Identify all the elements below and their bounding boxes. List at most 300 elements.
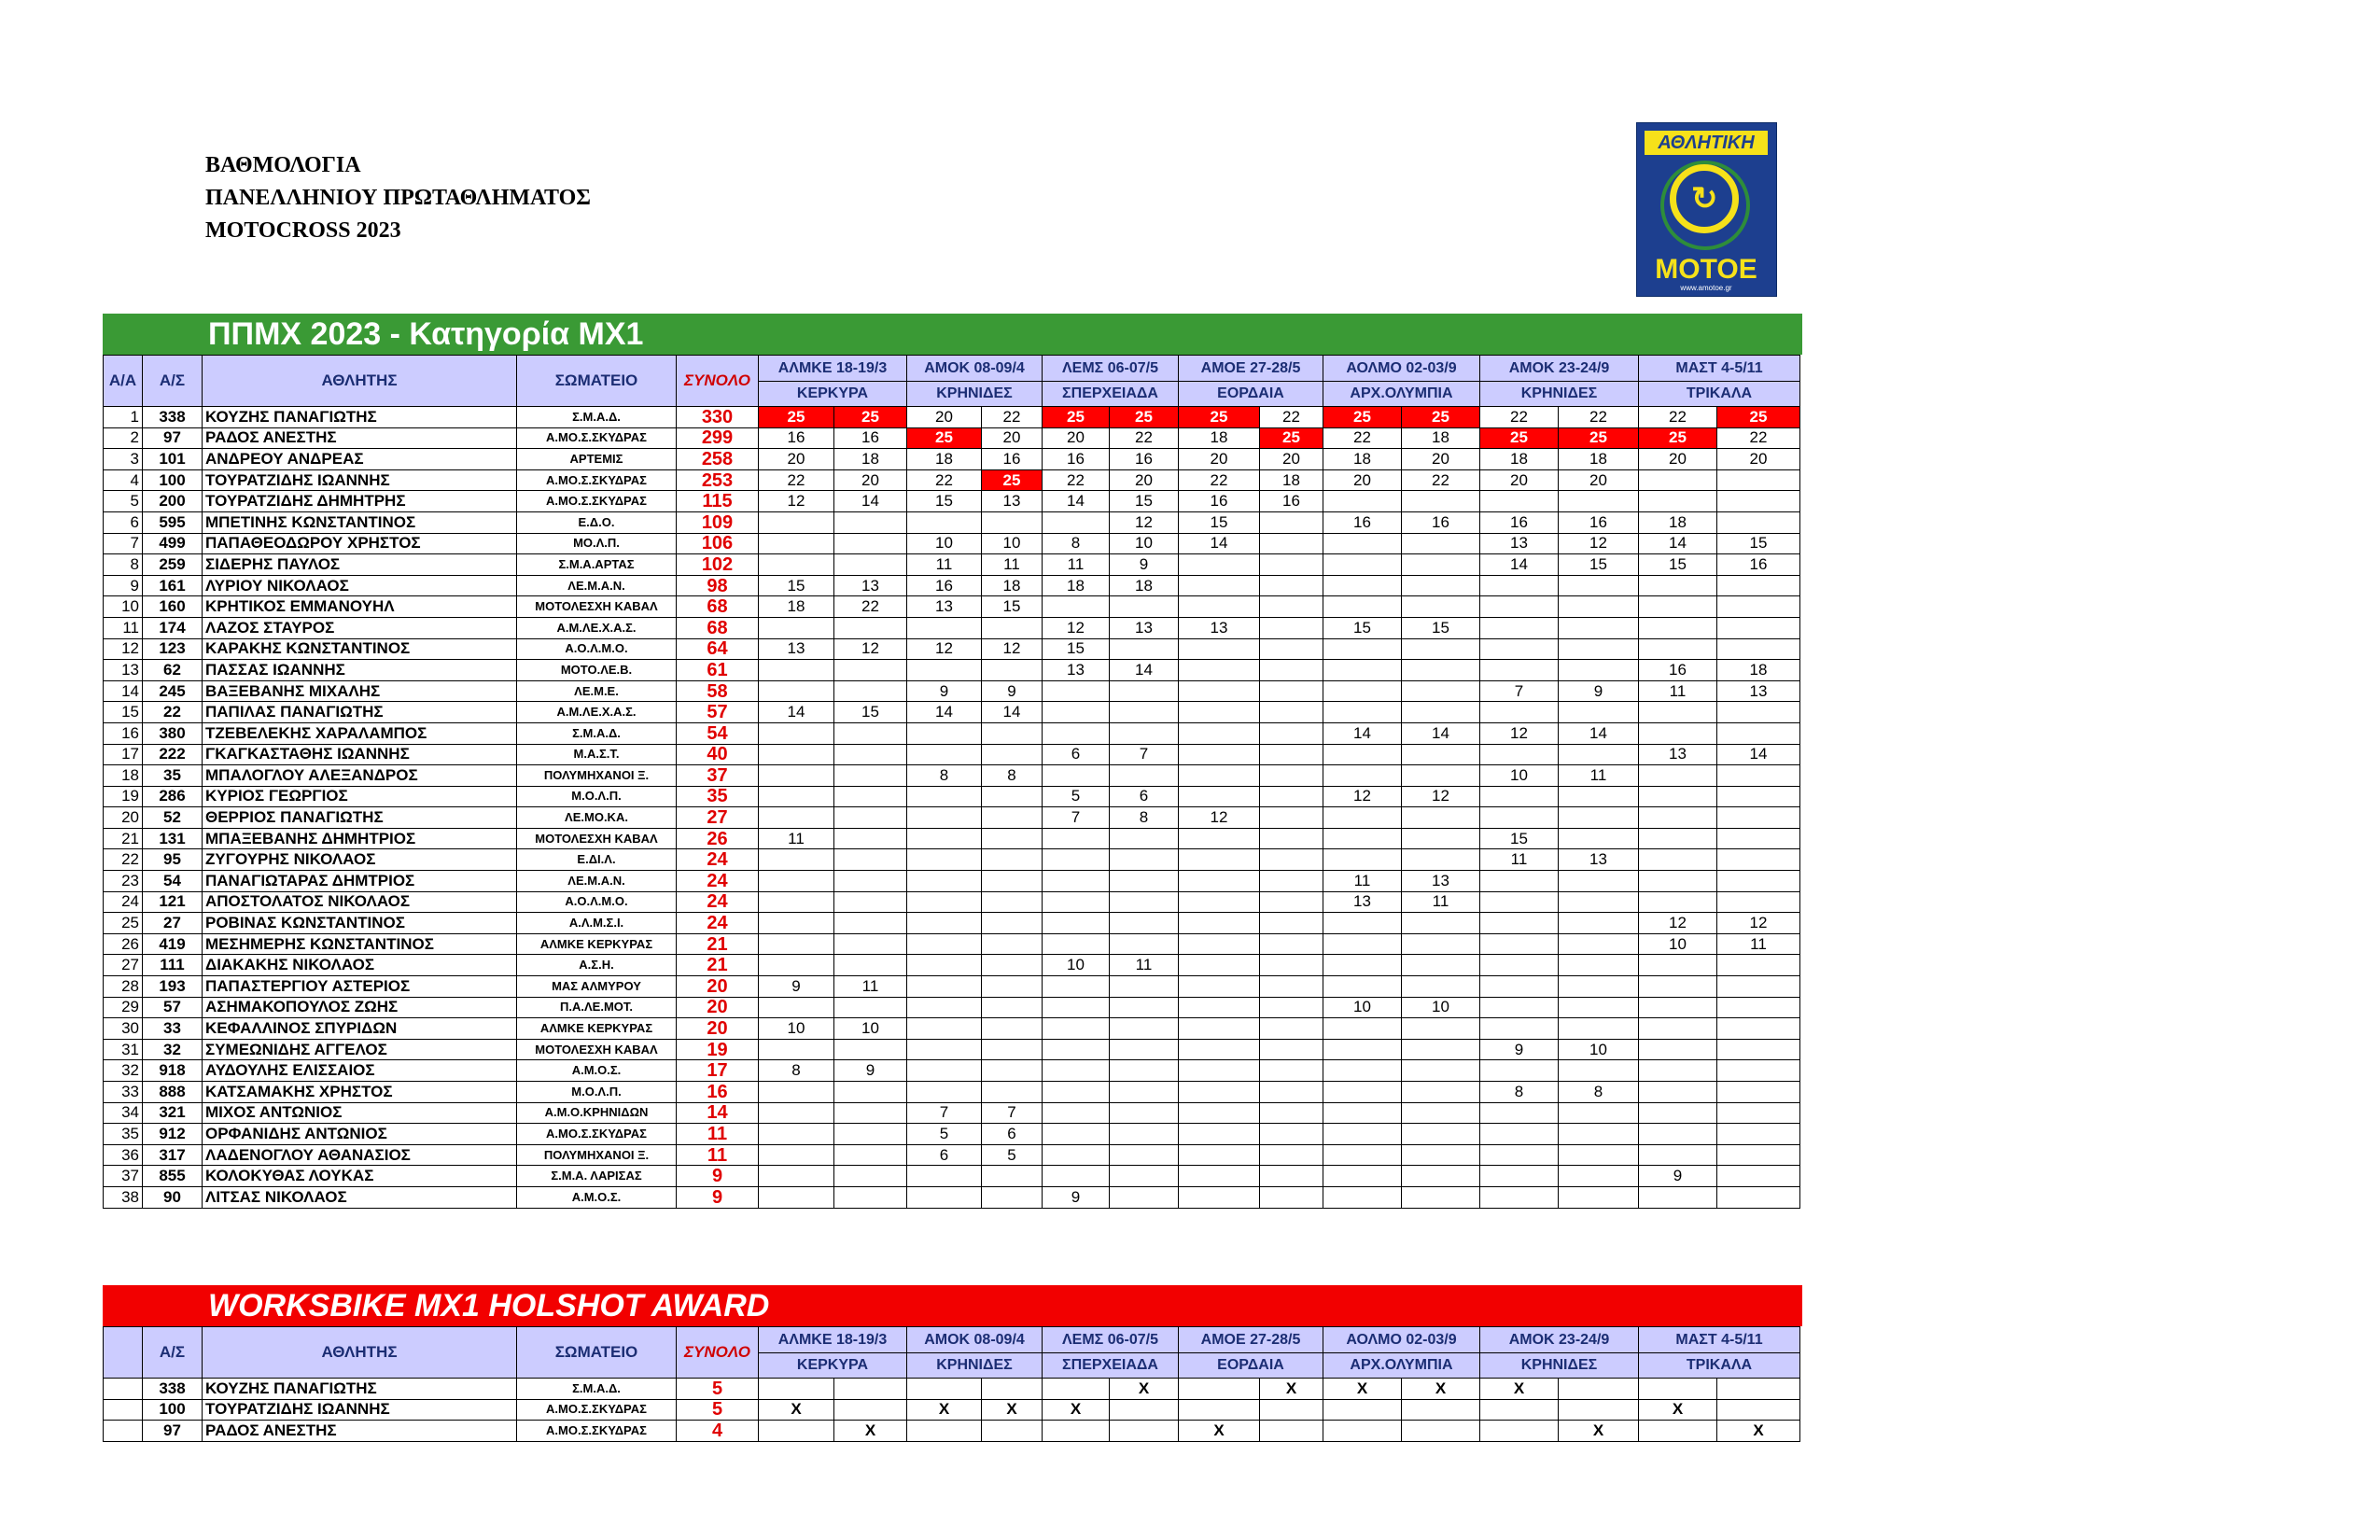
race-points-cell [1323,828,1402,849]
total-points-cell: 24 [677,871,759,892]
race-points-cell: 14 [1110,660,1179,681]
table-row [104,722,1800,744]
race-points-cell: 9 [759,976,834,998]
race-points-cell [1260,765,1323,787]
race-points-cell: 15 [1402,617,1480,638]
race-number-cell: 200 [143,491,203,512]
event-location: ΚΕΡΚΥΡΑ [759,1353,907,1379]
rank-cell: 30 [104,1018,143,1040]
race-points-cell: 16 [982,449,1043,470]
rank-cell: 23 [104,871,143,892]
race-points-cell [1402,828,1480,849]
rank-cell: 31 [104,1039,143,1060]
race-points-cell [1717,638,1800,660]
total-points-cell: 27 [677,807,759,829]
race-points-cell: 22 [759,469,834,491]
race-points-cell [1179,913,1260,934]
race-points-cell [1110,722,1179,744]
race-points-cell: 10 [1559,1039,1639,1060]
rank-cell: 11 [104,617,143,638]
race-points-cell: 11 [907,554,982,576]
rank-cell: 3 [104,449,143,470]
race-points-cell [1402,554,1480,576]
athlete-name-cell: ΚΡΗΤΙΚΟΣ ΕΜΜΑΝΟΥΗΛ [203,596,517,618]
race-number-cell: 100 [143,1399,203,1421]
race-points-cell [1179,575,1260,596]
holeshot-mark-cell [1559,1399,1639,1421]
event-name: ΑΜΟΕ 27-28/5 [1179,1327,1323,1353]
table-row [104,933,1800,955]
rank-cell: 15 [104,702,143,723]
race-points-cell [1260,1039,1323,1060]
total-points-cell: 68 [677,617,759,638]
total-points-cell: 37 [677,765,759,787]
race-points-cell [1717,828,1800,849]
race-points-cell [1179,976,1260,998]
race-points-cell: 13 [1179,617,1260,638]
race-points-cell [1402,533,1480,554]
total-points-cell: 258 [677,449,759,470]
club-cell: ΛΕ.ΜΟ.ΚΑ. [517,807,677,829]
race-points-cell [834,913,907,934]
event-location: ΕΟΡΔΑΙΑ [1179,1353,1323,1379]
table-row [104,1399,1800,1421]
race-points-cell [1559,1018,1639,1040]
race-number-cell: 286 [143,786,203,807]
race-points-cell [1717,1082,1800,1103]
total-points-cell: 64 [677,638,759,660]
race-number-cell: 54 [143,871,203,892]
race-points-cell: 10 [907,533,982,554]
race-points-cell [759,617,834,638]
race-points-cell [759,511,834,533]
blank-cell [104,1379,143,1400]
race-points-cell: 6 [1110,786,1179,807]
race-points-cell: 15 [907,491,982,512]
race-points-cell: 9 [1110,554,1179,576]
race-points-cell [1043,1102,1110,1124]
athlete-name-cell: ΑΥΔΟΥΛΗΣ ΕΛΙΣΣΑΙΟΣ [203,1060,517,1082]
race-points-cell: 25 [1639,427,1717,449]
total-points-cell: 20 [677,1018,759,1040]
rank-cell: 14 [104,680,143,702]
race-number-cell: 90 [143,1186,203,1208]
race-points-cell: 22 [834,596,907,618]
holeshot-mark-cell [1323,1399,1402,1421]
race-points-cell: 11 [1559,765,1639,787]
club-cell: ΑΛΜΚΕ ΚΕΡΚΥΡΑΣ [517,1018,677,1040]
race-points-cell [1110,638,1179,660]
race-points-cell: 20 [1559,469,1639,491]
rank-cell: 37 [104,1166,143,1187]
race-points-cell [1323,807,1402,829]
race-points-cell [1179,997,1260,1018]
holeshot-mark-cell: X [1639,1399,1717,1421]
race-points-cell: 8 [907,765,982,787]
race-points-cell [1480,1060,1559,1082]
holeshot-mark-cell [1639,1421,1717,1442]
race-number-cell: 123 [143,638,203,660]
heading-line-2: ΠΑΝΕΛΛΗΝΙΟΥ ΠΡΩΤΑΘΛΗΜΑΤΟΣ [205,186,591,210]
race-points-cell [834,511,907,533]
race-points-cell [1717,997,1800,1018]
race-points-cell [1717,955,1800,976]
club-cell: Α.Λ.Μ.Σ.Ι. [517,913,677,934]
race-points-cell [1260,1186,1323,1208]
race-points-cell: 8 [982,765,1043,787]
header-aa: Α/Α [104,356,143,407]
race-points-cell [1260,680,1323,702]
race-points-cell [1260,997,1323,1018]
standings-table [103,355,1800,1209]
race-points-cell [982,660,1043,681]
race-points-cell [982,1060,1043,1082]
race-points-cell: 12 [1639,913,1717,934]
total-points-cell: 253 [677,469,759,491]
table-row [104,955,1800,976]
event-location: ΚΕΡΚΥΡΑ [759,382,907,407]
race-points-cell: 8 [1043,533,1110,554]
holeshot-mark-cell [1260,1421,1323,1442]
total-points-cell: 115 [677,491,759,512]
race-points-cell [834,828,907,849]
header-num: Α/Σ [143,1327,203,1379]
race-points-cell [1323,596,1402,618]
logo-top-text: ΑΘΛΗΤΙΚΗ [1645,131,1768,155]
race-points-cell [1402,1124,1480,1145]
race-points-cell: 10 [1402,997,1480,1018]
race-points-cell [982,891,1043,913]
race-points-cell: 13 [1480,533,1559,554]
race-points-cell [982,997,1043,1018]
total-points-cell: 16 [677,1082,759,1103]
race-points-cell [759,913,834,934]
race-points-cell [1402,1186,1480,1208]
race-points-cell: 25 [1043,407,1110,428]
race-points-cell: 14 [1179,533,1260,554]
race-points-cell [1559,1144,1639,1166]
header-club: ΣΩΜΑΤΕΙΟ [517,356,677,407]
holeshot-mark-cell [759,1421,834,1442]
race-points-cell: 13 [759,638,834,660]
race-points-cell [1043,849,1110,871]
total-points-cell: 299 [677,427,759,449]
race-points-cell [1402,807,1480,829]
race-number-cell: 222 [143,744,203,765]
race-points-cell: 22 [1260,407,1323,428]
race-points-cell [1179,765,1260,787]
race-points-cell [1260,913,1323,934]
race-points-cell: 25 [1717,407,1800,428]
race-points-cell [759,680,834,702]
race-points-cell [1179,744,1260,765]
race-number-cell: 160 [143,596,203,618]
table-row [104,807,1800,829]
table-row [104,1421,1800,1442]
holeshot-mark-cell [1110,1421,1179,1442]
event-name: ΜΑΣΤ 4-5/11 [1639,356,1800,382]
athlete-name-cell: ΟΡΦΑΝΙΔΗΣ ΑΝΤΩΝΙΟΣ [203,1124,517,1145]
rank-cell: 7 [104,533,143,554]
race-points-cell: 16 [1639,660,1717,681]
race-points-cell [1559,807,1639,829]
race-points-cell [1559,596,1639,618]
race-points-cell [1717,1039,1800,1060]
club-cell: ΑΛΜΚΕ ΚΕΡΚΥΡΑΣ [517,933,677,955]
race-points-cell [1717,617,1800,638]
club-cell: Α.ΜΟ.Σ.ΣΚΥΔΡΑΣ [517,1124,677,1145]
athlete-name-cell: ΠΑΣΣΑΣ ΙΩΑΝΝΗΣ [203,660,517,681]
race-points-cell [759,933,834,955]
rank-cell: 29 [104,997,143,1018]
race-points-cell [834,1082,907,1103]
race-points-cell [1559,786,1639,807]
race-number-cell: 131 [143,828,203,849]
blank-cell [104,1421,143,1442]
table-row [104,702,1800,723]
race-number-cell: 121 [143,891,203,913]
rank-cell: 38 [104,1186,143,1208]
athlete-name-cell: ΠΑΠΑΘΕΟΔΩΡΟΥ ΧΡΗΣΤΟΣ [203,533,517,554]
race-points-cell [1480,1018,1559,1040]
total-points-cell: 21 [677,933,759,955]
race-points-cell [1323,702,1402,723]
holeshot-mark-cell: X [1402,1379,1480,1400]
race-number-cell: 193 [143,976,203,998]
race-points-cell [1717,807,1800,829]
race-points-cell [1480,491,1559,512]
race-points-cell [1639,617,1717,638]
race-points-cell [1480,744,1559,765]
athlete-name-cell: ΑΠΟΣΤΟΛΑΤΟΣ ΝΙΚΟΛΑΟΣ [203,891,517,913]
rank-cell: 9 [104,575,143,596]
race-points-cell [1179,1039,1260,1060]
holeshot-mark-cell [834,1399,907,1421]
rank-cell: 27 [104,955,143,976]
race-points-cell [1110,1018,1179,1040]
athlete-name-cell: ΛΙΤΣΑΣ ΝΙΚΟΛΑΟΣ [203,1186,517,1208]
race-points-cell: 12 [1559,533,1639,554]
race-points-cell [1480,807,1559,829]
race-points-cell: 22 [1110,427,1179,449]
race-points-cell [1717,702,1800,723]
header-athlete: ΑΘΛΗΤΗΣ [203,356,517,407]
race-points-cell: 15 [1110,491,1179,512]
race-points-cell [1043,680,1110,702]
race-points-cell: 8 [1480,1082,1559,1103]
club-cell: ΜΟ.Λ.Π. [517,533,677,554]
race-points-cell [1559,1060,1639,1082]
race-points-cell [1179,1124,1260,1145]
athlete-name-cell: ΚΥΡΙΟΣ ΓΕΩΡΓΙΟΣ [203,786,517,807]
race-number-cell: 259 [143,554,203,576]
race-points-cell [1402,1018,1480,1040]
race-points-cell [1323,1018,1402,1040]
race-points-cell: 16 [1323,511,1402,533]
holeshot-mark-cell [1179,1399,1260,1421]
table-row [104,871,1800,892]
athlete-name-cell: ΡΟΒΙΝΑΣ ΚΩΝΣΤΑΝΤΙΝΟΣ [203,913,517,934]
race-points-cell [1639,997,1717,1018]
race-points-cell [1260,1102,1323,1124]
race-points-cell [1110,1082,1179,1103]
race-points-cell [1717,976,1800,998]
race-points-cell [1179,596,1260,618]
race-points-cell [1260,933,1323,955]
race-points-cell [834,617,907,638]
race-points-cell [1260,1166,1323,1187]
race-points-cell: 12 [1179,807,1260,829]
race-points-cell: 16 [1559,511,1639,533]
table-row [104,1082,1800,1103]
race-points-cell [1402,702,1480,723]
athlete-name-cell: ΛΥΡΙΟΥ ΝΙΚΟΛΑΟΣ [203,575,517,596]
race-points-cell [1179,871,1260,892]
table-row [104,1124,1800,1145]
club-cell: ΠΟΛΥΜΗΧΑΝΟΙ Ξ. [517,765,677,787]
race-points-cell: 10 [982,533,1043,554]
race-points-cell [759,533,834,554]
total-points-cell: 40 [677,744,759,765]
race-points-cell: 10 [1110,533,1179,554]
race-points-cell: 18 [1043,575,1110,596]
event-location: ΤΡΙΚΑΛΑ [1639,1353,1800,1379]
race-points-cell [1043,596,1110,618]
race-number-cell: 380 [143,722,203,744]
race-points-cell [1639,891,1717,913]
event-name: ΑΜΟΚ 23-24/9 [1480,1327,1639,1353]
race-points-cell [1480,891,1559,913]
race-points-cell [1179,702,1260,723]
race-points-cell [834,871,907,892]
race-points-cell [1043,765,1110,787]
race-points-cell [907,660,982,681]
race-points-cell [1639,765,1717,787]
race-points-cell [1480,997,1559,1018]
race-points-cell [1639,596,1717,618]
race-points-cell [834,1102,907,1124]
table-row [104,533,1800,554]
race-points-cell [1402,575,1480,596]
race-points-cell [1260,554,1323,576]
table-row [104,1144,1800,1166]
race-points-cell [982,807,1043,829]
race-points-cell: 20 [1043,427,1110,449]
race-points-cell [759,891,834,913]
race-points-cell [759,1039,834,1060]
race-points-cell [759,660,834,681]
race-points-cell [1639,976,1717,998]
race-points-cell: 22 [907,469,982,491]
race-points-cell: 7 [1110,744,1179,765]
race-points-cell [834,554,907,576]
total-points-cell: 19 [677,1039,759,1060]
race-points-cell: 20 [1639,449,1717,470]
race-points-cell: 10 [759,1018,834,1040]
race-points-cell [834,1186,907,1208]
club-cell: ΠΟΛΥΜΗΧΑΝΟΙ Ξ. [517,1144,677,1166]
race-number-cell: 101 [143,449,203,470]
race-points-cell [1402,1166,1480,1187]
race-points-cell [1402,976,1480,998]
race-points-cell [1559,891,1639,913]
race-points-cell [982,786,1043,807]
race-points-cell: 22 [982,407,1043,428]
race-points-cell: 13 [1402,871,1480,892]
race-points-cell [1260,702,1323,723]
race-points-cell [907,933,982,955]
race-points-cell: 14 [834,491,907,512]
race-number-cell: 33 [143,1018,203,1040]
race-points-cell: 25 [1402,407,1480,428]
race-points-cell: 20 [1323,469,1402,491]
race-points-cell [1110,765,1179,787]
holeshot-mark-cell: X [834,1421,907,1442]
race-points-cell [834,891,907,913]
club-cell: Α.Μ.ΛΕ.Χ.Α.Σ. [517,617,677,638]
rank-cell: 19 [104,786,143,807]
race-points-cell [982,722,1043,744]
athlete-name-cell: ΤΟΥΡΑΤΖΙΔΗΣ ΙΩΑΝΝΗΣ [203,469,517,491]
race-points-cell [1260,638,1323,660]
race-points-cell [1559,1124,1639,1145]
race-points-cell [1110,1186,1179,1208]
race-points-cell [1110,1060,1179,1082]
race-points-cell [1639,871,1717,892]
race-points-cell [1043,722,1110,744]
club-cell: Σ.Μ.Α. ΛΑΡΙΣΑΣ [517,1166,677,1187]
table-row [104,660,1800,681]
race-points-cell: 22 [1480,407,1559,428]
total-points-cell: 11 [677,1124,759,1145]
event-name: ΑΟΛΜΟ 02-03/9 [1323,1327,1480,1353]
race-number-cell: 918 [143,1060,203,1082]
race-number-cell: 888 [143,1082,203,1103]
total-points-cell: 102 [677,554,759,576]
total-holeshots-cell: 5 [677,1399,759,1421]
table-row [104,469,1800,491]
total-points-cell: 26 [677,828,759,849]
race-points-cell [1179,786,1260,807]
race-points-cell [1480,933,1559,955]
race-points-cell [1043,891,1110,913]
race-number-cell: 35 [143,765,203,787]
club-cell: ΛΕ.Μ.Α.Ν. [517,871,677,892]
club-cell: ΜΟΤΟΛΕΣΧΗ ΚΑΒΑΛ [517,828,677,849]
race-points-cell: 8 [1110,807,1179,829]
race-points-cell [1559,913,1639,934]
header-total: ΣΥΝΟΛΟ [677,1327,759,1379]
race-points-cell [907,849,982,871]
race-points-cell: 11 [1323,871,1402,892]
rank-cell: 20 [104,807,143,829]
race-points-cell [982,744,1043,765]
race-points-cell [1323,1144,1402,1166]
race-number-cell: 52 [143,807,203,829]
race-points-cell [1323,765,1402,787]
race-points-cell [907,807,982,829]
holeshot-mark-cell [1480,1399,1559,1421]
race-points-cell: 15 [1559,554,1639,576]
race-points-cell [1559,871,1639,892]
race-points-cell: 7 [1480,680,1559,702]
total-points-cell: 24 [677,913,759,934]
rank-cell: 35 [104,1124,143,1145]
holeshot-mark-cell: X [1559,1421,1639,1442]
race-points-cell [907,617,982,638]
table-row [104,449,1800,470]
race-points-cell: 15 [1480,828,1559,849]
